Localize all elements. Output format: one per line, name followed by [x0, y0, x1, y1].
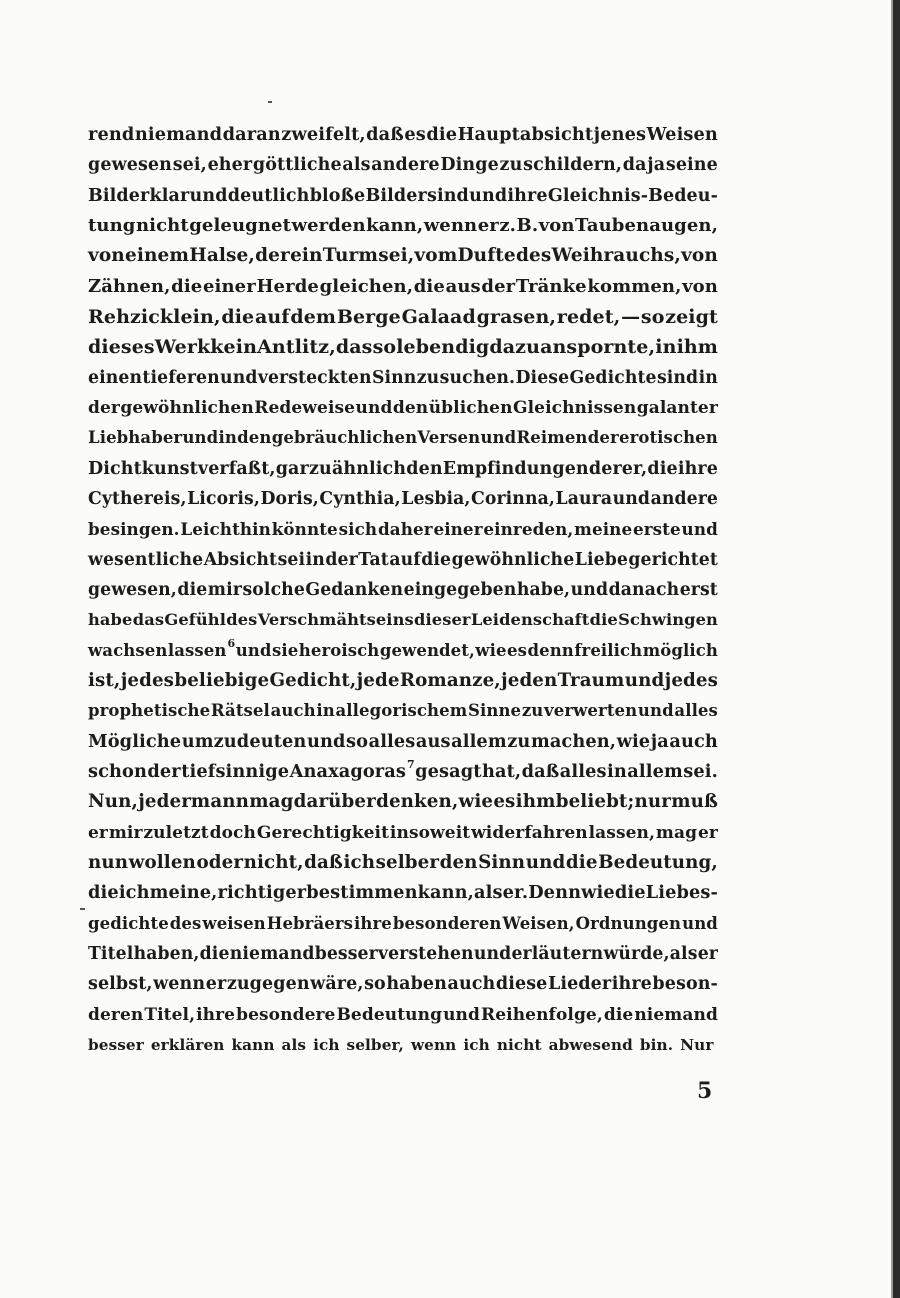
- text-line: Nun, jedermann mag darüber denken, wie es ihm beliebt; nur muß: [88, 791, 718, 813]
- text-line: dieses Werk kein Antlitz, das so lebendig dazu anspornte, in ihm: [88, 336, 718, 359]
- text-line: besser erklären kann als ich selber, wenn ich nicht abwesend bin. Nur: [88, 1035, 714, 1054]
- text-line: Bilder klar und deutlich bloße Bilder sind und ihre Gleichnis-Bedeu-: [88, 185, 718, 206]
- text-line: einen tieferen und versteckten Sinn zu suchen. Diese Gedichte sind in: [88, 367, 718, 388]
- text-line: Mögliche umzudeuten und so alles aus allem zu machen, wie ja auch: [88, 730, 718, 752]
- text-line: selbst, wenn er zugegen wäre, so haben auch diese Lieder ihre beson-: [88, 974, 718, 995]
- text-line: von einem Halse, der ein Turm sei, vom Dufte des Weihrauchs, von: [88, 245, 718, 267]
- text-line: nun wollen oder nicht, daß ich selber den Sinn und die Bedeutung,: [88, 851, 718, 873]
- print-speck: [80, 908, 85, 910]
- text-line: Zähnen, die einer Herde gleichen, die aus der Tränke kommen, von: [88, 275, 718, 297]
- page-edge: [893, 0, 900, 1298]
- text-line: gedichte des weisen Hebräers ihre besonderen Weisen, Ordnungen und: [88, 913, 718, 933]
- text-line: er mir zuletzt doch Gerechtigkeit insoweit widerfahren lassen, mag er: [88, 822, 718, 843]
- print-speck: [268, 101, 272, 103]
- text-line: der gewöhnlichen Redeweise und den üblichen Gleichnissen galanter: [88, 397, 718, 418]
- text-line: prophetische Rätsel auch in allegorischem Sinne zu verwerten und alles: [88, 701, 718, 721]
- text-line: Cythereis, Licoris, Doris, Cynthia, Lesbia, Corinna, Laura und andere: [88, 488, 718, 509]
- text-line: Titel haben, die niemand besser verstehen und erläutern würde, als er: [88, 943, 718, 964]
- text-line: gewesen, die mir solche Gedanken eingegeben habe, und danach erst: [88, 579, 718, 600]
- text-line: wesentliche Absicht sei in der Tat auf die gewöhnliche Liebe gerichtet: [88, 549, 718, 570]
- text-line: habe das Gefühl des Verschmähtseins dieser Leidenschaft die Schwingen: [88, 610, 718, 630]
- text-line: Dichtkunst verfaßt, gar zu ähnlich den Empfindungen derer, die ihre: [88, 458, 718, 479]
- text-line: rend niemand daran zweifelt, daß es die Hauptabsicht jenes Weisen: [88, 124, 718, 145]
- text-line: die ich meine, richtiger bestimmen kann, als er. Denn wie die Liebes-: [88, 882, 718, 904]
- text-line: Rehzicklein, die auf dem Berge Galaad grasen, redet, — so zeigt: [88, 305, 718, 328]
- text-line: besingen. Leichthin könnte sich daher einer einreden, meine erste und: [88, 519, 718, 540]
- text-line: deren Titel, ihre besondere Bedeutung und Reihenfolge, die niemand: [88, 1004, 718, 1025]
- text-line: ist, jedes beliebige Gedicht, jede Romanze, jeden Traum und jedes: [88, 669, 718, 691]
- page-number: 5: [697, 1078, 713, 1104]
- text-line: gewesen sei, eher göttliche als andere Dinge zu schildern, da ja seine: [88, 155, 718, 176]
- text-line: schon der tiefsinnige Anaxagoras$^7$ gesagt hat, daß alles in allem sei.: [88, 757, 718, 782]
- text-line: wachsen lassen$^6$ und sie heroisch gewendet, wie es denn freilich möglich: [88, 636, 718, 660]
- text-line: tung nicht geleugnet werden kann, wenn er z. B. von Taubenaugen,: [88, 214, 718, 236]
- text-line: Liebhaber und in den gebräuchlichen Versen und Reimen der erotischen: [88, 428, 718, 448]
- body-text: [88, 120, 718, 1060]
